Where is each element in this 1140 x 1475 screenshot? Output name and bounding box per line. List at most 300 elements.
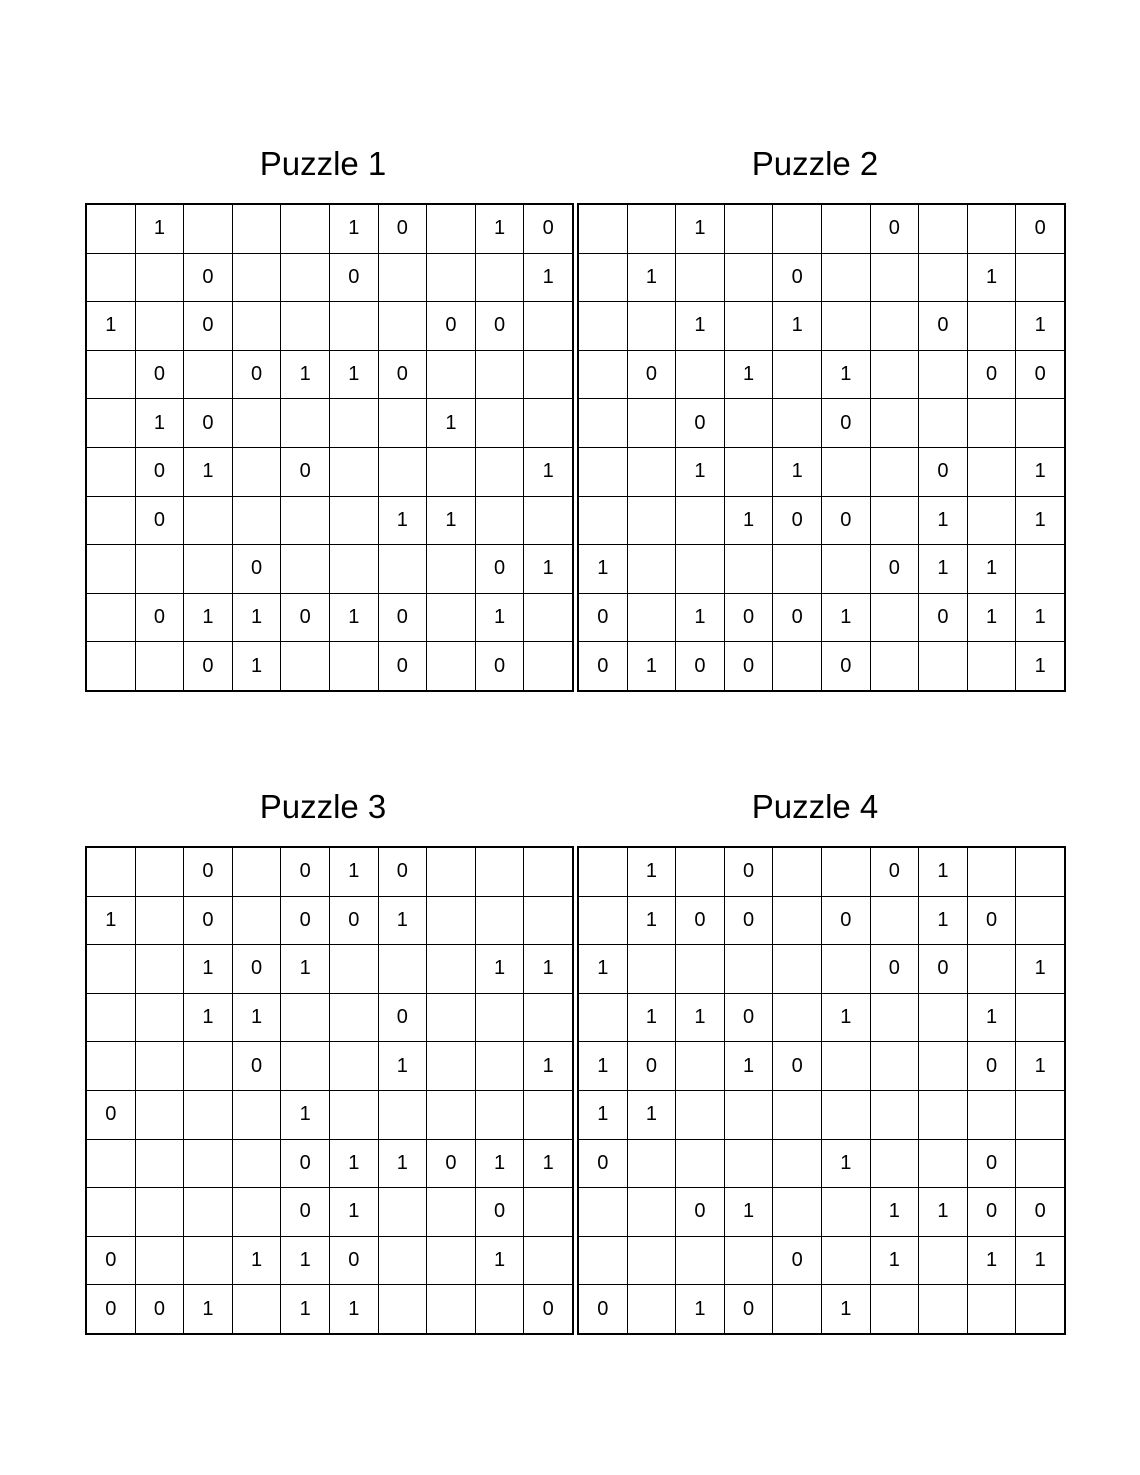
grid-cell[interactable] xyxy=(184,1139,233,1188)
grid-cell[interactable] xyxy=(870,642,919,691)
grid-cell[interactable] xyxy=(135,545,184,594)
grid-cell[interactable] xyxy=(378,302,427,351)
grid-cell[interactable] xyxy=(821,447,870,496)
grid-cell[interactable]: 1 xyxy=(329,1139,378,1188)
grid-cell[interactable] xyxy=(773,350,822,399)
grid-cell[interactable] xyxy=(919,642,968,691)
grid-cell[interactable] xyxy=(627,545,676,594)
grid-cell[interactable]: 0 xyxy=(967,1139,1016,1188)
grid-cell[interactable] xyxy=(773,545,822,594)
grid-cell[interactable] xyxy=(329,642,378,691)
grid-cell[interactable] xyxy=(627,204,676,253)
grid-cell[interactable]: 0 xyxy=(773,1042,822,1091)
grid-cell[interactable] xyxy=(773,1139,822,1188)
grid-cell[interactable]: 0 xyxy=(578,593,627,642)
grid-cell[interactable]: 1 xyxy=(919,1188,968,1237)
grid-cell[interactable]: 0 xyxy=(475,302,524,351)
grid-cell[interactable] xyxy=(1016,993,1065,1042)
grid-cell[interactable] xyxy=(821,1236,870,1285)
grid-cell[interactable]: 0 xyxy=(676,642,725,691)
grid-cell[interactable] xyxy=(821,1090,870,1139)
grid-cell[interactable]: 1 xyxy=(773,302,822,351)
grid-cell[interactable] xyxy=(184,350,233,399)
grid-cell[interactable] xyxy=(135,1139,184,1188)
grid-cell[interactable]: 0 xyxy=(919,945,968,994)
grid-cell[interactable] xyxy=(724,399,773,448)
grid-cell[interactable] xyxy=(524,847,573,896)
grid-cell[interactable]: 1 xyxy=(281,350,330,399)
grid-cell[interactable]: 1 xyxy=(1016,1042,1065,1091)
grid-cell[interactable] xyxy=(919,253,968,302)
grid-cell[interactable] xyxy=(135,847,184,896)
grid-cell[interactable] xyxy=(919,1090,968,1139)
grid-cell[interactable]: 1 xyxy=(281,1236,330,1285)
grid-cell[interactable] xyxy=(773,399,822,448)
grid-cell[interactable] xyxy=(475,847,524,896)
grid-cell[interactable] xyxy=(427,545,476,594)
grid-cell[interactable]: 0 xyxy=(329,1236,378,1285)
grid-cell[interactable] xyxy=(86,945,135,994)
grid-cell[interactable] xyxy=(870,896,919,945)
grid-cell[interactable] xyxy=(524,496,573,545)
grid-cell[interactable] xyxy=(475,350,524,399)
grid-cell[interactable]: 0 xyxy=(135,1285,184,1334)
grid-cell[interactable] xyxy=(184,1042,233,1091)
grid-cell[interactable]: 0 xyxy=(724,993,773,1042)
grid-cell[interactable]: 1 xyxy=(627,253,676,302)
grid-cell[interactable]: 0 xyxy=(919,447,968,496)
grid-cell[interactable]: 0 xyxy=(919,593,968,642)
grid-cell[interactable]: 0 xyxy=(427,302,476,351)
grid-cell[interactable] xyxy=(281,1042,330,1091)
grid-cell[interactable] xyxy=(676,847,725,896)
grid-cell[interactable] xyxy=(135,253,184,302)
grid-cell[interactable] xyxy=(184,204,233,253)
grid-cell[interactable]: 1 xyxy=(578,1090,627,1139)
grid-cell[interactable] xyxy=(967,204,1016,253)
grid-cell[interactable] xyxy=(135,993,184,1042)
grid-cell[interactable] xyxy=(870,993,919,1042)
grid-cell[interactable]: 1 xyxy=(184,593,233,642)
grid-cell[interactable]: 1 xyxy=(967,545,1016,594)
grid-cell[interactable]: 0 xyxy=(184,253,233,302)
grid-cell[interactable] xyxy=(524,302,573,351)
grid-cell[interactable] xyxy=(773,642,822,691)
grid-cell[interactable] xyxy=(967,642,1016,691)
grid-cell[interactable] xyxy=(870,496,919,545)
grid-cell[interactable] xyxy=(524,1090,573,1139)
grid-cell[interactable] xyxy=(427,204,476,253)
grid-cell[interactable] xyxy=(724,204,773,253)
grid-cell[interactable] xyxy=(967,302,1016,351)
grid-cell[interactable]: 0 xyxy=(184,399,233,448)
grid-cell[interactable] xyxy=(676,1042,725,1091)
grid-cell[interactable]: 1 xyxy=(378,1139,427,1188)
grid-cell[interactable]: 0 xyxy=(427,1139,476,1188)
grid-cell[interactable] xyxy=(232,447,281,496)
grid-cell[interactable] xyxy=(870,1139,919,1188)
grid-cell[interactable]: 0 xyxy=(821,496,870,545)
grid-cell[interactable] xyxy=(86,545,135,594)
grid-cell[interactable]: 1 xyxy=(919,545,968,594)
grid-cell[interactable]: 0 xyxy=(329,253,378,302)
grid-cell[interactable] xyxy=(427,1090,476,1139)
grid-cell[interactable]: 0 xyxy=(184,642,233,691)
grid-cell[interactable] xyxy=(135,1236,184,1285)
grid-cell[interactable]: 1 xyxy=(524,545,573,594)
grid-cell[interactable]: 1 xyxy=(1016,593,1065,642)
grid-cell[interactable]: 0 xyxy=(967,1188,1016,1237)
grid-cell[interactable] xyxy=(281,302,330,351)
grid-cell[interactable] xyxy=(773,1090,822,1139)
grid-cell[interactable]: 1 xyxy=(821,1139,870,1188)
grid-cell[interactable] xyxy=(135,1090,184,1139)
grid-cell[interactable] xyxy=(427,350,476,399)
grid-cell[interactable] xyxy=(821,1188,870,1237)
grid-cell[interactable] xyxy=(676,1139,725,1188)
grid-cell[interactable]: 1 xyxy=(184,993,233,1042)
grid-cell[interactable] xyxy=(578,896,627,945)
grid-cell[interactable]: 0 xyxy=(724,1285,773,1334)
grid-cell[interactable] xyxy=(1016,545,1065,594)
grid-cell[interactable] xyxy=(870,253,919,302)
grid-cell[interactable]: 1 xyxy=(627,1090,676,1139)
grid-cell[interactable] xyxy=(773,896,822,945)
grid-cell[interactable]: 0 xyxy=(870,204,919,253)
grid-cell[interactable] xyxy=(427,253,476,302)
grid-cell[interactable] xyxy=(676,545,725,594)
grid-cell[interactable]: 1 xyxy=(919,896,968,945)
grid-cell[interactable]: 1 xyxy=(135,399,184,448)
grid-cell[interactable]: 1 xyxy=(427,399,476,448)
grid-cell[interactable]: 0 xyxy=(676,1188,725,1237)
grid-cell[interactable]: 0 xyxy=(1016,350,1065,399)
grid-cell[interactable] xyxy=(378,399,427,448)
grid-cell[interactable] xyxy=(281,993,330,1042)
grid-cell[interactable]: 1 xyxy=(475,1139,524,1188)
grid-cell[interactable] xyxy=(184,545,233,594)
grid-cell[interactable] xyxy=(232,253,281,302)
grid-cell[interactable] xyxy=(329,447,378,496)
grid-cell[interactable]: 1 xyxy=(329,204,378,253)
grid-cell[interactable]: 1 xyxy=(329,1285,378,1334)
grid-cell[interactable]: 1 xyxy=(676,204,725,253)
grid-cell[interactable]: 0 xyxy=(967,350,1016,399)
grid-cell[interactable] xyxy=(724,545,773,594)
grid-cell[interactable]: 0 xyxy=(232,945,281,994)
grid-cell[interactable]: 0 xyxy=(86,1285,135,1334)
grid-cell[interactable]: 0 xyxy=(676,896,725,945)
grid-cell[interactable]: 0 xyxy=(135,350,184,399)
grid-cell[interactable] xyxy=(475,1042,524,1091)
grid-cell[interactable] xyxy=(135,896,184,945)
grid-cell[interactable]: 1 xyxy=(1016,945,1065,994)
grid-cell[interactable] xyxy=(919,1236,968,1285)
grid-cell[interactable]: 1 xyxy=(967,993,1016,1042)
grid-cell[interactable] xyxy=(870,302,919,351)
grid-cell[interactable] xyxy=(427,1236,476,1285)
grid-cell[interactable]: 0 xyxy=(378,593,427,642)
grid-cell[interactable] xyxy=(724,1139,773,1188)
grid-cell[interactable]: 1 xyxy=(821,350,870,399)
grid-cell[interactable]: 0 xyxy=(281,447,330,496)
grid-cell[interactable]: 1 xyxy=(475,204,524,253)
grid-cell[interactable]: 1 xyxy=(329,350,378,399)
grid-cell[interactable]: 1 xyxy=(281,1090,330,1139)
grid-cell[interactable] xyxy=(281,204,330,253)
grid-cell[interactable] xyxy=(919,993,968,1042)
grid-cell[interactable]: 0 xyxy=(135,593,184,642)
grid-cell[interactable] xyxy=(578,993,627,1042)
grid-cell[interactable]: 1 xyxy=(86,302,135,351)
grid-cell[interactable] xyxy=(135,1188,184,1237)
grid-cell[interactable]: 1 xyxy=(232,593,281,642)
grid-cell[interactable] xyxy=(676,1090,725,1139)
grid-cell[interactable] xyxy=(578,1188,627,1237)
grid-cell[interactable] xyxy=(232,1090,281,1139)
grid-cell[interactable] xyxy=(967,1090,1016,1139)
grid-cell[interactable]: 1 xyxy=(967,1236,1016,1285)
grid-cell[interactable] xyxy=(524,1188,573,1237)
grid-cell[interactable]: 1 xyxy=(821,993,870,1042)
grid-cell[interactable] xyxy=(232,496,281,545)
grid-cell[interactable]: 1 xyxy=(724,496,773,545)
grid-cell[interactable]: 0 xyxy=(378,847,427,896)
grid-cell[interactable] xyxy=(676,1236,725,1285)
grid-cell[interactable]: 1 xyxy=(724,1188,773,1237)
grid-cell[interactable] xyxy=(967,496,1016,545)
grid-cell[interactable]: 0 xyxy=(724,847,773,896)
grid-cell[interactable]: 0 xyxy=(870,545,919,594)
grid-cell[interactable] xyxy=(232,399,281,448)
grid-cell[interactable]: 0 xyxy=(627,350,676,399)
grid-cell[interactable] xyxy=(967,1285,1016,1334)
grid-cell[interactable] xyxy=(967,945,1016,994)
grid-cell[interactable] xyxy=(821,253,870,302)
grid-cell[interactable] xyxy=(524,993,573,1042)
grid-cell[interactable]: 1 xyxy=(281,945,330,994)
grid-cell[interactable]: 1 xyxy=(578,1042,627,1091)
grid-cell[interactable]: 0 xyxy=(821,642,870,691)
grid-cell[interactable] xyxy=(578,447,627,496)
grid-cell[interactable] xyxy=(821,545,870,594)
grid-cell[interactable] xyxy=(919,1285,968,1334)
grid-cell[interactable] xyxy=(1016,847,1065,896)
grid-cell[interactable]: 1 xyxy=(524,1139,573,1188)
grid-cell[interactable]: 1 xyxy=(724,1042,773,1091)
grid-cell[interactable]: 1 xyxy=(627,896,676,945)
grid-cell[interactable] xyxy=(676,253,725,302)
grid-cell[interactable] xyxy=(578,253,627,302)
grid-cell[interactable]: 1 xyxy=(676,593,725,642)
grid-cell[interactable]: 1 xyxy=(232,993,281,1042)
grid-cell[interactable]: 0 xyxy=(578,1139,627,1188)
grid-cell[interactable] xyxy=(578,1236,627,1285)
grid-cell[interactable] xyxy=(86,204,135,253)
grid-cell[interactable] xyxy=(870,399,919,448)
grid-cell[interactable] xyxy=(86,1042,135,1091)
grid-cell[interactable] xyxy=(86,447,135,496)
grid-cell[interactable] xyxy=(627,1188,676,1237)
grid-cell[interactable]: 1 xyxy=(821,593,870,642)
grid-cell[interactable] xyxy=(1016,1090,1065,1139)
grid-cell[interactable] xyxy=(1016,399,1065,448)
grid-cell[interactable]: 0 xyxy=(821,896,870,945)
grid-cell[interactable]: 0 xyxy=(135,496,184,545)
grid-cell[interactable] xyxy=(627,399,676,448)
grid-cell[interactable]: 1 xyxy=(281,1285,330,1334)
grid-cell[interactable] xyxy=(627,1285,676,1334)
grid-cell[interactable]: 1 xyxy=(1016,642,1065,691)
grid-cell[interactable]: 0 xyxy=(86,1090,135,1139)
grid-cell[interactable] xyxy=(627,1139,676,1188)
grid-cell[interactable] xyxy=(86,593,135,642)
grid-cell[interactable]: 1 xyxy=(1016,302,1065,351)
grid-cell[interactable]: 0 xyxy=(676,399,725,448)
grid-cell[interactable] xyxy=(1016,253,1065,302)
grid-cell[interactable] xyxy=(427,1188,476,1237)
grid-cell[interactable] xyxy=(821,847,870,896)
grid-cell[interactable] xyxy=(676,496,725,545)
grid-cell[interactable]: 0 xyxy=(524,1285,573,1334)
grid-cell[interactable] xyxy=(627,496,676,545)
grid-cell[interactable]: 1 xyxy=(329,593,378,642)
grid-cell[interactable]: 1 xyxy=(184,945,233,994)
grid-cell[interactable] xyxy=(281,253,330,302)
grid-cell[interactable]: 0 xyxy=(378,204,427,253)
grid-cell[interactable] xyxy=(232,1139,281,1188)
grid-cell[interactable] xyxy=(578,204,627,253)
grid-cell[interactable] xyxy=(821,302,870,351)
grid-cell[interactable] xyxy=(578,350,627,399)
grid-cell[interactable] xyxy=(578,847,627,896)
grid-cell[interactable] xyxy=(281,642,330,691)
grid-cell[interactable]: 0 xyxy=(475,642,524,691)
grid-cell[interactable] xyxy=(135,302,184,351)
grid-cell[interactable] xyxy=(524,350,573,399)
grid-cell[interactable] xyxy=(475,1090,524,1139)
grid-cell[interactable] xyxy=(378,1285,427,1334)
grid-cell[interactable]: 1 xyxy=(967,593,1016,642)
grid-cell[interactable]: 1 xyxy=(232,1236,281,1285)
grid-cell[interactable]: 0 xyxy=(773,253,822,302)
grid-cell[interactable]: 0 xyxy=(475,545,524,594)
grid-cell[interactable] xyxy=(184,1188,233,1237)
grid-cell[interactable] xyxy=(427,847,476,896)
grid-cell[interactable] xyxy=(870,593,919,642)
grid-cell[interactable] xyxy=(427,945,476,994)
grid-cell[interactable]: 0 xyxy=(329,896,378,945)
grid-cell[interactable] xyxy=(724,945,773,994)
grid-cell[interactable] xyxy=(427,1042,476,1091)
grid-cell[interactable]: 1 xyxy=(967,253,1016,302)
grid-cell[interactable]: 1 xyxy=(724,350,773,399)
grid-cell[interactable] xyxy=(281,399,330,448)
grid-cell[interactable]: 1 xyxy=(475,593,524,642)
grid-cell[interactable] xyxy=(378,545,427,594)
grid-cell[interactable] xyxy=(378,945,427,994)
grid-cell[interactable] xyxy=(475,1285,524,1334)
grid-cell[interactable] xyxy=(232,1285,281,1334)
grid-cell[interactable] xyxy=(821,204,870,253)
grid-cell[interactable] xyxy=(378,1188,427,1237)
grid-cell[interactable]: 1 xyxy=(676,993,725,1042)
grid-cell[interactable]: 0 xyxy=(86,1236,135,1285)
grid-cell[interactable]: 1 xyxy=(773,447,822,496)
grid-cell[interactable]: 0 xyxy=(135,447,184,496)
grid-cell[interactable] xyxy=(329,399,378,448)
grid-cell[interactable] xyxy=(870,1090,919,1139)
grid-cell[interactable] xyxy=(524,593,573,642)
grid-cell[interactable]: 0 xyxy=(524,204,573,253)
grid-cell[interactable] xyxy=(184,496,233,545)
grid-cell[interactable] xyxy=(86,993,135,1042)
grid-cell[interactable]: 1 xyxy=(184,447,233,496)
grid-cell[interactable] xyxy=(919,204,968,253)
grid-cell[interactable]: 1 xyxy=(870,1188,919,1237)
grid-cell[interactable] xyxy=(378,1090,427,1139)
grid-cell[interactable] xyxy=(232,302,281,351)
grid-cell[interactable] xyxy=(967,447,1016,496)
grid-cell[interactable]: 0 xyxy=(184,302,233,351)
grid-cell[interactable]: 1 xyxy=(919,847,968,896)
grid-cell[interactable] xyxy=(329,993,378,1042)
grid-cell[interactable] xyxy=(578,302,627,351)
grid-cell[interactable]: 1 xyxy=(1016,1236,1065,1285)
grid-cell[interactable] xyxy=(232,1188,281,1237)
grid-cell[interactable]: 0 xyxy=(724,593,773,642)
grid-cell[interactable] xyxy=(475,896,524,945)
grid-cell[interactable] xyxy=(232,847,281,896)
grid-cell[interactable] xyxy=(281,496,330,545)
grid-cell[interactable] xyxy=(378,447,427,496)
grid-cell[interactable]: 1 xyxy=(676,447,725,496)
grid-cell[interactable]: 1 xyxy=(524,1042,573,1091)
grid-cell[interactable]: 1 xyxy=(1016,496,1065,545)
grid-cell[interactable]: 0 xyxy=(232,350,281,399)
grid-cell[interactable] xyxy=(676,350,725,399)
grid-cell[interactable]: 1 xyxy=(676,302,725,351)
grid-cell[interactable] xyxy=(773,204,822,253)
grid-cell[interactable]: 0 xyxy=(184,847,233,896)
grid-cell[interactable]: 0 xyxy=(281,896,330,945)
grid-cell[interactable] xyxy=(870,1285,919,1334)
grid-cell[interactable] xyxy=(821,945,870,994)
grid-cell[interactable]: 0 xyxy=(378,350,427,399)
grid-cell[interactable] xyxy=(919,1042,968,1091)
grid-cell[interactable]: 0 xyxy=(919,302,968,351)
grid-cell[interactable] xyxy=(1016,1139,1065,1188)
grid-cell[interactable] xyxy=(578,496,627,545)
grid-cell[interactable] xyxy=(870,447,919,496)
grid-cell[interactable] xyxy=(967,399,1016,448)
grid-cell[interactable] xyxy=(627,945,676,994)
grid-cell[interactable]: 1 xyxy=(475,1236,524,1285)
grid-cell[interactable] xyxy=(627,593,676,642)
grid-cell[interactable] xyxy=(724,1236,773,1285)
grid-cell[interactable]: 0 xyxy=(1016,1188,1065,1237)
grid-cell[interactable] xyxy=(524,399,573,448)
grid-cell[interactable]: 1 xyxy=(627,642,676,691)
grid-cell[interactable]: 1 xyxy=(524,447,573,496)
grid-cell[interactable]: 0 xyxy=(281,1139,330,1188)
grid-cell[interactable]: 0 xyxy=(578,1285,627,1334)
grid-cell[interactable]: 0 xyxy=(821,399,870,448)
grid-cell[interactable]: 0 xyxy=(627,1042,676,1091)
grid-cell[interactable] xyxy=(773,993,822,1042)
grid-cell[interactable]: 1 xyxy=(329,847,378,896)
grid-cell[interactable] xyxy=(870,350,919,399)
